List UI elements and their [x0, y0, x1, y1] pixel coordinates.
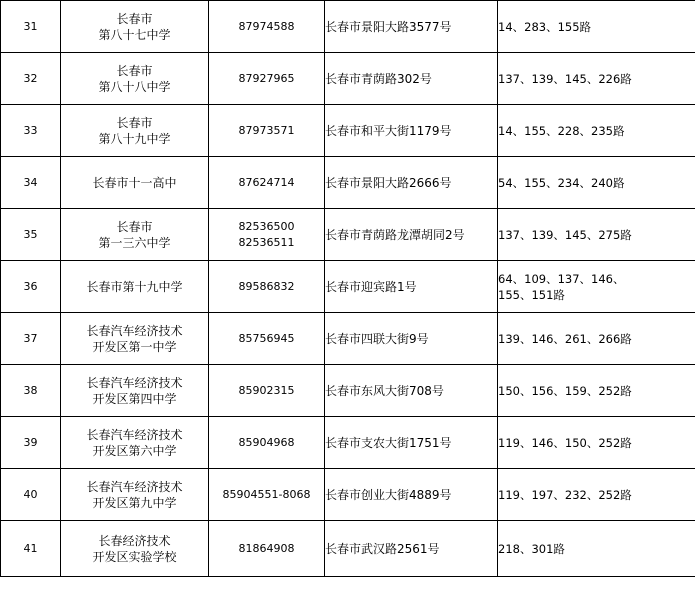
bus-routes-cell	[498, 417, 695, 469]
bus-routes-cell	[498, 521, 695, 577]
school-name-cell	[61, 105, 209, 157]
phone-cell	[209, 209, 325, 261]
table-row	[1, 209, 695, 261]
school-name-line: 长春汽车经济技术	[86, 427, 183, 442]
bus-routes-line: 64、109、137、146、	[498, 271, 625, 286]
address-text: 长春市四联大街9号	[325, 331, 429, 346]
phone-cell	[209, 313, 325, 365]
bus-routes-line: 119、197、232、252路	[498, 487, 632, 502]
address-text: 长春市景阳大路2666号	[325, 175, 452, 190]
school-name-line: 第八十八中学	[98, 79, 171, 94]
address-text: 长春市创业大街4889号	[325, 487, 452, 502]
row-number: 40	[23, 487, 38, 501]
row-number: 35	[23, 227, 38, 241]
bus-routes-line: 139、146、261、266路	[498, 331, 632, 346]
phone-number: 87624714	[238, 175, 295, 189]
school-name-line: 第一三六中学	[98, 235, 171, 250]
phone-number: 85904968	[238, 435, 295, 449]
bus-routes-line: 119、146、150、252路	[498, 435, 632, 450]
row-number-cell	[1, 313, 61, 365]
phone-cell	[209, 521, 325, 577]
address-cell	[325, 209, 498, 261]
bus-routes-cell	[498, 313, 695, 365]
school-name-line: 长春市十一高中	[92, 175, 177, 190]
row-number-cell	[1, 157, 61, 209]
school-name-line: 长春市第十九中学	[86, 279, 183, 294]
address-text: 长春市和平大街1179号	[325, 123, 452, 138]
phone-number: 87927965	[238, 71, 295, 85]
row-number-cell	[1, 417, 61, 469]
address-text: 长春市青荫路302号	[325, 71, 432, 86]
bus-routes-cell	[498, 105, 695, 157]
table-row	[1, 417, 695, 469]
phone-cell	[209, 417, 325, 469]
phone-number: 81864908	[238, 541, 295, 555]
school-name-line: 长春市	[116, 63, 153, 78]
phone-cell	[209, 157, 325, 209]
table-row	[1, 313, 695, 365]
bus-routes-line: 54、155、234、240路	[498, 175, 625, 190]
school-name-cell	[61, 261, 209, 313]
school-name-cell	[61, 417, 209, 469]
bus-routes-cell	[498, 261, 695, 313]
school-name-cell	[61, 209, 209, 261]
address-cell	[325, 469, 498, 521]
row-number-cell	[1, 261, 61, 313]
address-cell	[325, 157, 498, 209]
address-cell	[325, 417, 498, 469]
row-number: 41	[23, 541, 38, 555]
school-name-cell	[61, 53, 209, 105]
address-text: 长春市景阳大路3577号	[325, 19, 452, 34]
school-name-line: 第八十七中学	[98, 27, 171, 42]
row-number: 38	[23, 383, 38, 397]
address-cell	[325, 105, 498, 157]
phone-number: 82536511	[238, 235, 295, 249]
school-name-line: 长春市	[116, 11, 153, 26]
table-body	[1, 1, 695, 577]
row-number: 36	[23, 279, 38, 293]
school-name-line: 开发区第四中学	[92, 391, 177, 406]
school-name-cell	[61, 313, 209, 365]
phone-cell	[209, 261, 325, 313]
row-number: 39	[23, 435, 38, 449]
table-row	[1, 365, 695, 417]
address-text: 长春市武汉路2561号	[325, 541, 440, 556]
school-name-line: 长春汽车经济技术	[86, 323, 183, 338]
phone-number: 85902315	[238, 383, 295, 397]
address-text: 长春市东风大街708号	[325, 383, 444, 398]
school-name-cell	[61, 1, 209, 53]
row-number-cell	[1, 53, 61, 105]
phone-cell	[209, 1, 325, 53]
bus-routes-line: 137、139、145、275路	[498, 227, 632, 242]
bus-routes-cell	[498, 53, 695, 105]
phone-cell	[209, 53, 325, 105]
phone-number: 87974588	[238, 19, 295, 33]
school-name-line: 长春汽车经济技术	[86, 375, 183, 390]
address-cell	[325, 313, 498, 365]
bus-routes-cell	[498, 365, 695, 417]
address-cell	[325, 365, 498, 417]
address-cell	[325, 261, 498, 313]
row-number: 33	[23, 123, 38, 137]
table-row	[1, 157, 695, 209]
bus-routes-line: 14、283、155路	[498, 19, 592, 34]
school-name-line: 第八十九中学	[98, 131, 171, 146]
row-number: 32	[23, 71, 38, 85]
address-text: 长春市青荫路龙潭胡同2号	[325, 227, 465, 242]
phone-number: 89586832	[238, 279, 295, 293]
row-number-cell	[1, 105, 61, 157]
bus-routes-line: 150、156、159、252路	[498, 383, 632, 398]
school-name-cell	[61, 365, 209, 417]
table-row	[1, 53, 695, 105]
row-number: 34	[23, 175, 38, 189]
phone-number: 82536500	[238, 219, 295, 233]
school-name-line: 长春经济技术	[98, 533, 171, 548]
school-name-line: 开发区第九中学	[92, 495, 177, 510]
bus-routes-line: 14、155、228、235路	[498, 123, 625, 138]
school-name-cell	[61, 157, 209, 209]
school-name-cell	[61, 469, 209, 521]
bus-routes-cell	[498, 209, 695, 261]
row-number: 31	[23, 19, 38, 33]
phone-number: 85756945	[238, 331, 295, 345]
address-cell	[325, 1, 498, 53]
row-number-cell	[1, 209, 61, 261]
bus-routes-line: 218、301路	[498, 541, 565, 556]
school-name-line: 长春市	[116, 115, 153, 130]
bus-routes-cell	[498, 157, 695, 209]
address-cell	[325, 53, 498, 105]
table-row	[1, 105, 695, 157]
bus-routes-cell	[498, 1, 695, 53]
row-number-cell	[1, 521, 61, 577]
address-text: 长春市迎宾路1号	[325, 279, 417, 294]
table-row	[1, 469, 695, 521]
phone-cell	[209, 365, 325, 417]
row-number-cell	[1, 1, 61, 53]
address-text: 长春市支农大街1751号	[325, 435, 452, 450]
phone-cell	[209, 469, 325, 521]
row-number: 37	[23, 331, 38, 345]
school-name-line: 开发区第一中学	[92, 339, 177, 354]
school-name-line: 开发区实验学校	[92, 549, 177, 564]
school-name-line: 长春市	[116, 219, 153, 234]
row-number-cell	[1, 469, 61, 521]
address-cell	[325, 521, 498, 577]
school-name-cell	[61, 521, 209, 577]
school-name-line: 开发区第六中学	[92, 443, 177, 458]
phone-number: 85904551-8068	[222, 487, 311, 501]
table-row	[1, 521, 695, 577]
phone-number: 87973571	[238, 123, 295, 137]
bus-routes-line: 155、151路	[498, 287, 565, 302]
bus-routes-line: 137、139、145、226路	[498, 71, 632, 86]
bus-routes-cell	[498, 469, 695, 521]
phone-cell	[209, 105, 325, 157]
table-row	[1, 261, 695, 313]
row-number-cell	[1, 365, 61, 417]
school-name-line: 长春汽车经济技术	[86, 479, 183, 494]
table-row	[1, 1, 695, 53]
